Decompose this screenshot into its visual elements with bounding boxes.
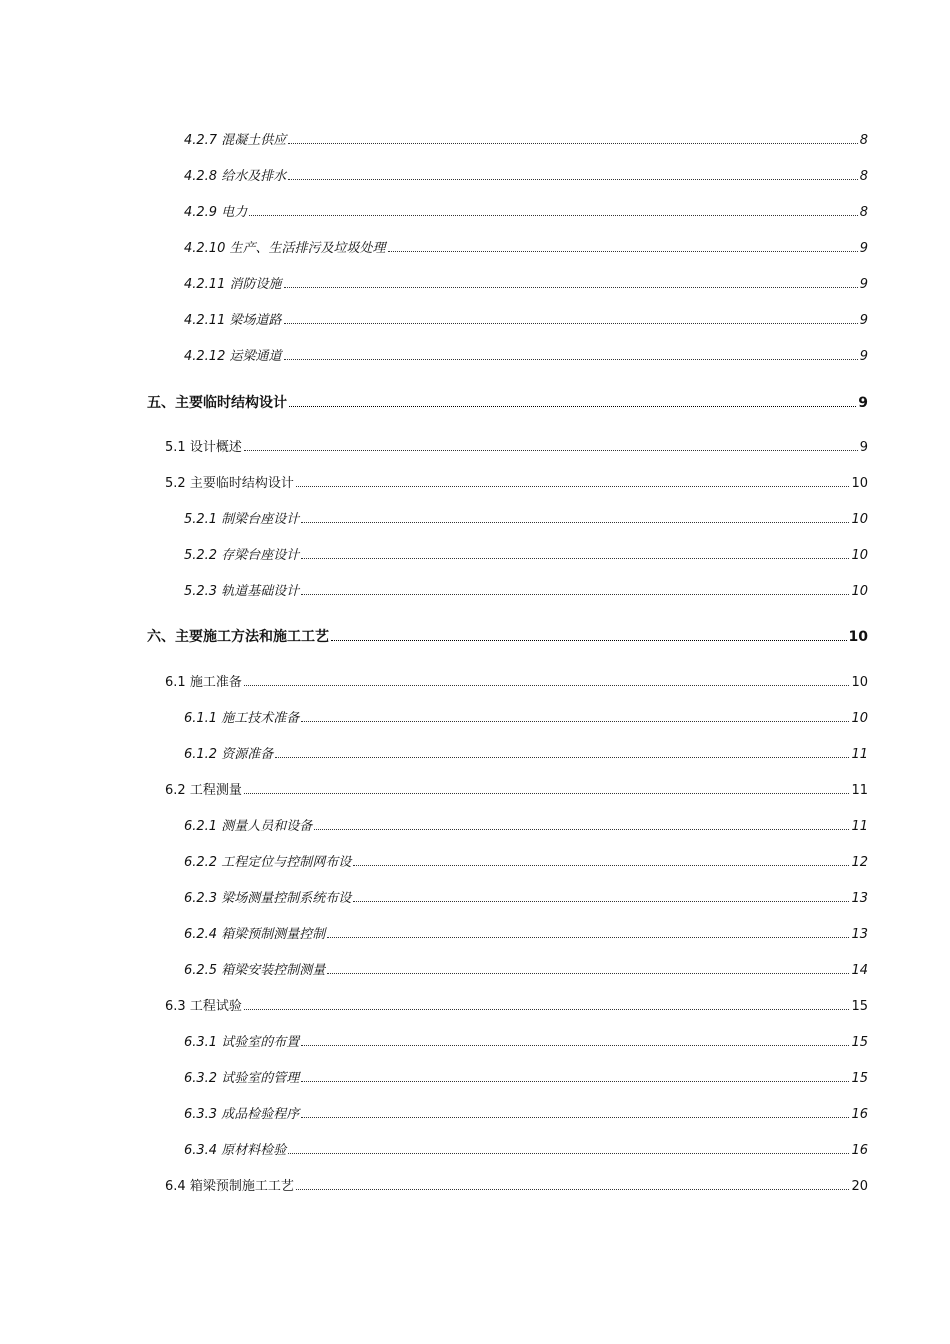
- dot-leader: [296, 1188, 850, 1190]
- dot-leader: [353, 864, 849, 866]
- dot-leader: [314, 828, 849, 830]
- toc-page-number: 11: [851, 783, 868, 798]
- dot-leader: [288, 142, 857, 144]
- toc-page-number: 10: [851, 476, 868, 491]
- toc-entry-6-3-1[interactable]: [184, 1031, 868, 1051]
- toc-entry-label: 6.2 工程测量: [165, 783, 242, 798]
- dot-leader: [388, 250, 858, 252]
- toc-page-number: 10: [851, 512, 868, 527]
- toc-entry-label: 4.2.12 运梁通道: [184, 349, 282, 364]
- toc-page-number: 16: [851, 1107, 868, 1122]
- toc-page-number: 13: [851, 891, 868, 906]
- dot-leader: [301, 1080, 849, 1082]
- dot-leader: [249, 214, 857, 216]
- toc-entry-label: 4.2.11 梁场道路: [184, 313, 282, 328]
- toc-entry-label: 6.2.2 工程定位与控制网布设: [184, 855, 352, 870]
- toc-page-number: 10: [851, 711, 868, 726]
- toc-entry-6-3-2[interactable]: [184, 1067, 868, 1087]
- toc-entry-label: 6.2.4 箱梁预制测量控制: [184, 927, 326, 942]
- dot-leader: [327, 936, 849, 938]
- toc-section-5-2[interactable]: [165, 472, 868, 492]
- toc-entry-label: 4.2.11 消防设施: [184, 277, 282, 292]
- toc-page-number: 14: [851, 963, 868, 978]
- toc-page-number: 9: [859, 277, 868, 292]
- toc-page-number: 8: [859, 133, 868, 148]
- toc-page-number: 10: [851, 584, 868, 599]
- toc-entry-label: 5.2 主要临时结构设计: [165, 476, 294, 491]
- dot-leader: [296, 485, 850, 487]
- dot-leader: [301, 557, 849, 559]
- toc-entry-label: 6.3.2 试验室的管理: [184, 1071, 300, 1086]
- toc-entry-6-2-3[interactable]: [184, 887, 868, 907]
- toc-page-number: 8: [859, 205, 868, 220]
- toc-page-number: 12: [851, 855, 868, 870]
- toc-entry-label: 4.2.10 生产、生活排污及垃圾处理: [184, 241, 386, 256]
- toc-entry-6-2-5[interactable]: [184, 959, 868, 979]
- dot-leader: [244, 449, 858, 451]
- toc-entry-label: 6.1.2 资源准备: [184, 747, 274, 762]
- dot-leader: [301, 720, 849, 722]
- toc-page-number: 11: [851, 819, 868, 834]
- toc-page-number: 9: [858, 395, 868, 411]
- toc-entry-6-1-2[interactable]: [184, 743, 868, 763]
- toc-page-number: 11: [851, 747, 868, 762]
- toc-entry-4-2-11-road[interactable]: [184, 309, 868, 329]
- toc-entry-6-2-4[interactable]: [184, 923, 868, 943]
- dot-leader: [288, 178, 857, 180]
- toc-entry-label: 6.1 施工准备: [165, 675, 242, 690]
- dot-leader: [284, 322, 858, 324]
- toc-entry-label: 6.4 箱梁预制施工工艺: [165, 1179, 294, 1194]
- dot-leader: [288, 1152, 849, 1154]
- toc-page-number: 9: [859, 241, 868, 256]
- toc-page-number: 15: [851, 999, 868, 1014]
- toc-entry-5-2-1[interactable]: [184, 508, 868, 528]
- toc-entry-4-2-11-fire[interactable]: [184, 273, 868, 293]
- dot-leader: [284, 358, 858, 360]
- toc-section-6-1[interactable]: [165, 671, 868, 691]
- toc-entry-6-3-4[interactable]: [184, 1139, 868, 1159]
- toc-entry-label: 5.2.1 制梁台座设计: [184, 512, 300, 527]
- toc-page-number: 10: [848, 629, 868, 645]
- toc-entry-label: 五、主要临时结构设计: [147, 395, 287, 411]
- toc-page-number: 10: [851, 548, 868, 563]
- dot-leader: [284, 286, 858, 288]
- toc-entry-4-2-12[interactable]: [184, 345, 868, 365]
- toc-page-number: 16: [851, 1143, 868, 1158]
- toc-section-5-1[interactable]: [165, 436, 868, 456]
- toc-entry-4-2-10[interactable]: [184, 237, 868, 257]
- toc-entry-label: 6.3 工程试验: [165, 999, 242, 1014]
- toc-entry-label: 6.3.3 成品检验程序: [184, 1107, 300, 1122]
- toc-section-6-2[interactable]: [165, 779, 868, 799]
- toc-page-number: 9: [859, 440, 868, 455]
- toc-entry-6-2-2[interactable]: [184, 851, 868, 871]
- toc-entry-label: 六、主要施工方法和施工工艺: [147, 629, 329, 645]
- toc-page-number: 15: [851, 1071, 868, 1086]
- toc-page-number: 10: [851, 675, 868, 690]
- dot-leader: [331, 639, 847, 641]
- toc-entry-4-2-7[interactable]: [184, 129, 868, 149]
- toc-page-number: 8: [859, 169, 868, 184]
- toc-entry-label: 6.3.1 试验室的布置: [184, 1035, 300, 1050]
- dot-leader: [353, 900, 849, 902]
- toc-entry-label: 6.3.4 原材料检验: [184, 1143, 287, 1158]
- toc-entry-label: 4.2.9 电力: [184, 205, 248, 220]
- toc-entry-6-3-3[interactable]: [184, 1103, 868, 1123]
- toc-entry-label: 6.1.1 施工技术准备: [184, 711, 300, 726]
- toc-entry-5-2-2[interactable]: [184, 544, 868, 564]
- toc-entry-label: 6.2.3 梁场测量控制系统布设: [184, 891, 352, 906]
- toc-page-number: 15: [851, 1035, 868, 1050]
- dot-leader: [301, 593, 849, 595]
- dot-leader: [289, 405, 856, 407]
- dot-leader: [275, 756, 849, 758]
- toc-chapter-5[interactable]: [147, 392, 868, 412]
- toc-entry-label: 6.2.5 箱梁安装控制测量: [184, 963, 326, 978]
- toc-page-number: 20: [851, 1179, 868, 1194]
- toc-entry-label: 5.2.3 轨道基础设计: [184, 584, 300, 599]
- dot-leader: [244, 684, 850, 686]
- dot-leader: [244, 792, 850, 794]
- toc-entry-6-1-1[interactable]: [184, 707, 868, 727]
- dot-leader: [301, 1044, 849, 1046]
- toc-entry-label: 5.1 设计概述: [165, 440, 242, 455]
- dot-leader: [244, 1008, 850, 1010]
- toc-entry-4-2-9[interactable]: [184, 201, 868, 221]
- toc-section-6-3[interactable]: [165, 995, 868, 1015]
- toc-page-number: 13: [851, 927, 868, 942]
- toc-page-number: 9: [859, 313, 868, 328]
- dot-leader: [301, 521, 849, 523]
- dot-leader: [327, 972, 849, 974]
- toc-entry-6-2-1[interactable]: [184, 815, 868, 835]
- toc-entry-label: 5.2.2 存梁台座设计: [184, 548, 300, 563]
- toc-entry-5-2-3[interactable]: [184, 580, 868, 600]
- dot-leader: [301, 1116, 849, 1118]
- toc-entry-label: 4.2.7 混凝土供应: [184, 133, 287, 148]
- toc-entry-4-2-8[interactable]: [184, 165, 868, 185]
- toc-entry-label: 4.2.8 给水及排水: [184, 169, 287, 184]
- toc-section-6-4[interactable]: [165, 1175, 868, 1195]
- toc-entry-label: 6.2.1 测量人员和设备: [184, 819, 313, 834]
- toc-page-number: 9: [859, 349, 868, 364]
- toc-chapter-6[interactable]: [147, 626, 868, 646]
